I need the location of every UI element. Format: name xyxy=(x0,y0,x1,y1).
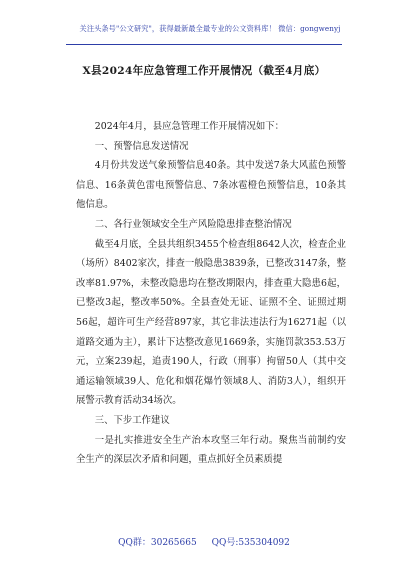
header-note: 关注头条号"公文研究"，获得最新最全最专业的公文资料库！ 微信：gongwenyj xyxy=(79,24,341,33)
section-paragraph-3: 一是扎实推进安全生产治本攻坚三年行动。聚焦当前制约安全生产的深层次矛盾和问题，重点抓好全员素质提 xyxy=(76,434,346,466)
section-heading-1: 一、预警信息发送情况 xyxy=(94,140,189,152)
intro-paragraph: 2024年4月，县应急管理工作开展情况如下： xyxy=(94,121,284,132)
footer-contact xyxy=(0,535,408,548)
header-divider xyxy=(66,44,342,45)
document-title: X县2024年应急管理工作开展情况（截至4月底） xyxy=(82,65,326,77)
section-heading-3: 三、下步工作建议 xyxy=(94,414,170,426)
section-paragraph-2: 截至4月底，全县共组织3455个检查组8642人次，检查企业（场所）8402家次，排查一般隐患3839条，已整改3147条，整改率81.97%，未整改隐患均在整改期限内，排查重大隐患6起，已整改3起，整改率50%。全县查处无证、证照不全、证照过期56起，超许可生产经营897家，其它非法违法行为16271起（以道路交通为主），累计下达整改意见1669条，实施罚款353.53万元，立案239起，追责190人，行政（刑事）拘留50人（其中交通运输领域39人、危化和烟花爆竹领域8人、消防3人），组织开展警示教育活动34场次。 xyxy=(76,238,346,407)
footer-qq-number: QQ号:535304092 xyxy=(211,538,290,548)
footer-qq-group: QQ群：30265665 xyxy=(118,538,197,548)
document-body xyxy=(76,117,346,470)
section-paragraph-1: 4月份共发送气象预警信息40条。其中发送7条大风蓝色预警信息、16条黄色雷电预警信息、7条冰雹橙色预警信息，10条其他信息。 xyxy=(76,160,346,211)
section-heading-2: 二、各行业领域安全生产风险隐患排查整治情况 xyxy=(94,218,292,230)
